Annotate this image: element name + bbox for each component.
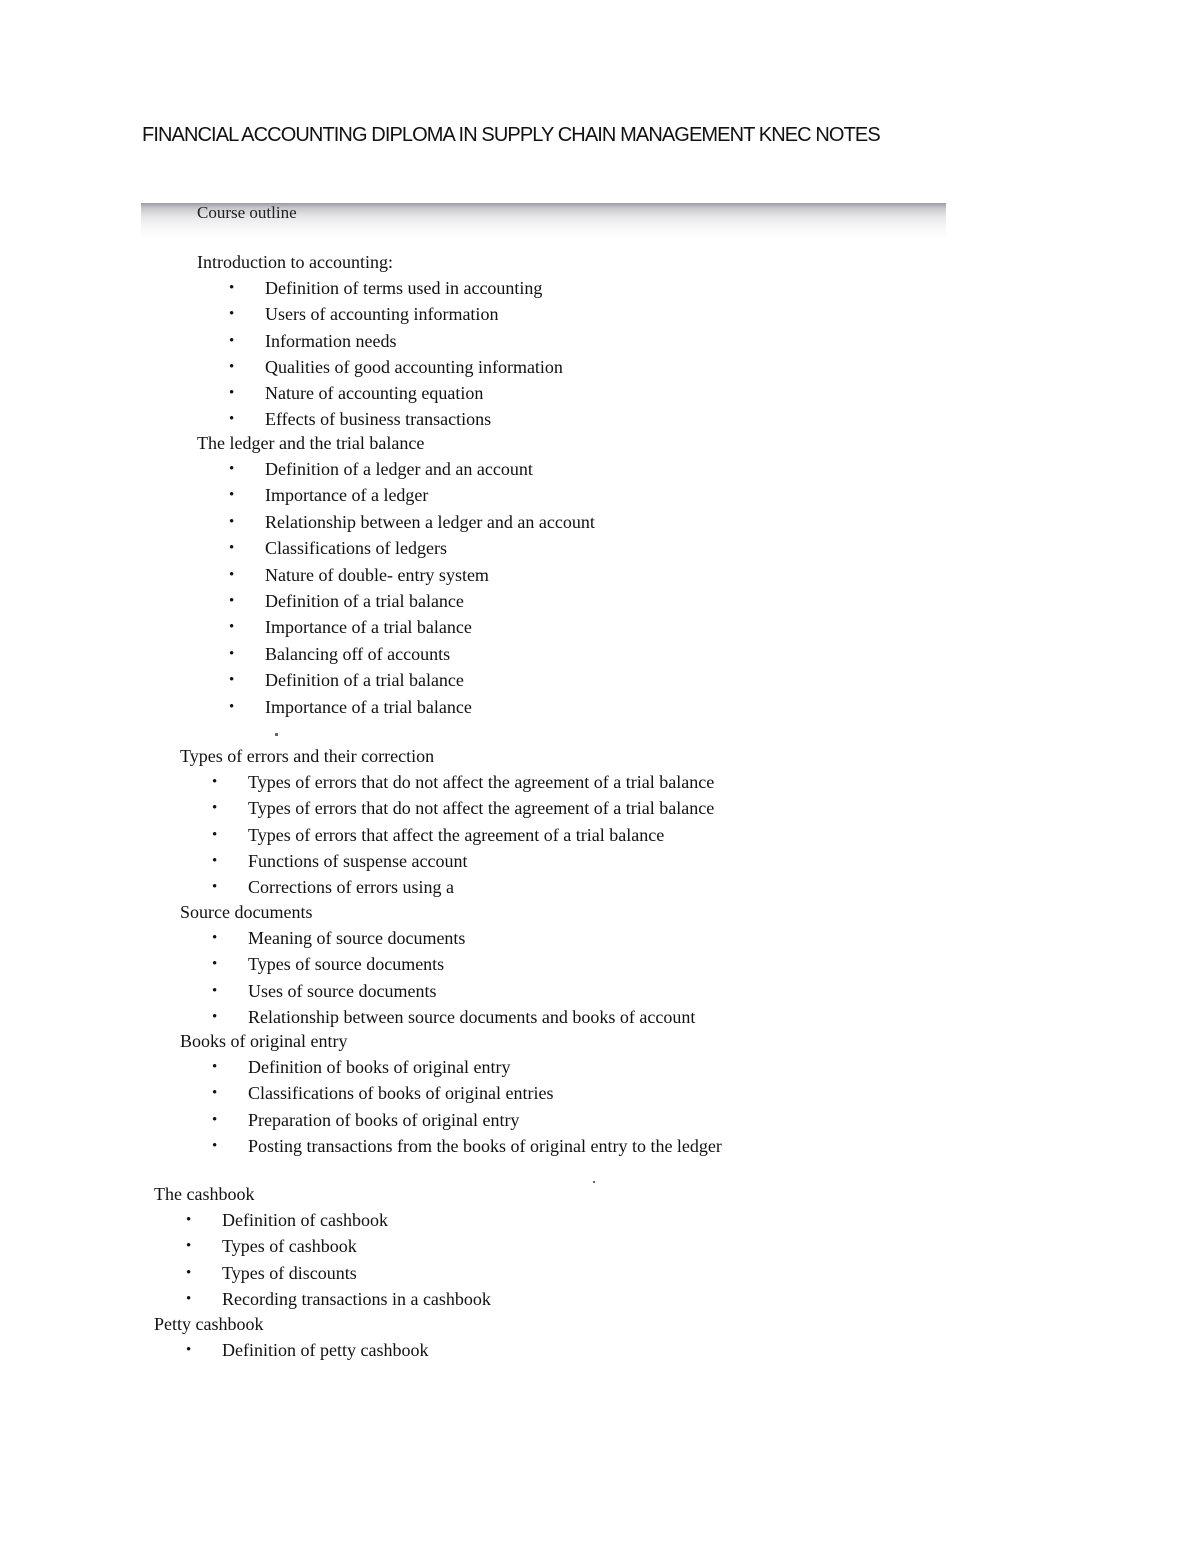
list-item-text: Corrections of errors using a (248, 877, 454, 898)
list-item-text: Qualities of good accounting information (265, 356, 563, 377)
list-item-text: Definition of petty cashbook (222, 1340, 429, 1360)
bullet-icon: • (212, 982, 218, 999)
list-item (197, 694, 595, 720)
section-the-cashbook (154, 1182, 491, 1312)
bullet-icon: • (229, 698, 235, 715)
list-item-text: Definition of books of original entry (248, 1057, 511, 1077)
bullet-icon: • (212, 774, 218, 790)
section-petty-cashbook (154, 1312, 428, 1363)
list-item-text: Definition of a trial balance (265, 590, 464, 611)
bullet-icon: • (229, 566, 235, 583)
list-item (180, 769, 714, 795)
list-item-text: Balancing off of accounts (265, 643, 451, 664)
list-item (180, 848, 714, 874)
bullet-icon: • (229, 385, 235, 402)
list-item (197, 614, 595, 640)
list-item (154, 1337, 428, 1363)
list-item (180, 822, 714, 848)
topic-list (197, 456, 595, 720)
list-item-text: Types of errors that do not affect the agreement of a trial balance (248, 798, 715, 819)
course-outline-label: Course outline (197, 203, 297, 222)
bullet-icon: • (212, 879, 218, 896)
topic-list (180, 925, 695, 1030)
topic-list (154, 1207, 491, 1312)
list-item-text: Relationship between source documents and books of account (248, 1006, 696, 1027)
list-item (197, 562, 595, 588)
list-item-text: Nature of accounting equation (265, 383, 484, 404)
list-item-text: Recording transactions in a cashbook (222, 1288, 491, 1309)
list-item (197, 406, 563, 432)
bullet-icon: • (212, 800, 218, 817)
list-item (180, 978, 695, 1004)
topic-list (180, 769, 714, 900)
section-heading: Books of original entry (180, 1031, 348, 1051)
list-item-text: Posting transactions from the books of original entry to the ledger (248, 1135, 722, 1156)
list-item-text: Definition of a ledger and an account (265, 459, 533, 479)
document-title: FINANCIAL ACCOUNTING DIPLOMA IN SUPPLY CHAIN MANAGEMENT KNEC NOTES (142, 124, 880, 146)
list-item (180, 1054, 722, 1080)
list-item (180, 874, 714, 900)
bullet-icon: • (212, 1137, 218, 1154)
section-heading: The ledger and the trial balance (197, 433, 425, 453)
topic-list (180, 1054, 722, 1159)
list-item-text: Classifications of ledgers (265, 538, 447, 559)
bullet-icon: • (229, 672, 235, 689)
list-item-text: Importance of a trial balance (265, 696, 472, 717)
list-item (197, 667, 595, 693)
list-item-text: Users of accounting information (265, 304, 499, 325)
list-item-text: Types of cashbook (222, 1236, 357, 1257)
list-item-text: Definition of terms used in accounting (265, 278, 543, 298)
list-item-text: Information needs (265, 330, 397, 351)
section-types-of-errors (180, 744, 714, 900)
list-item (197, 275, 563, 301)
bullet-icon: • (229, 332, 235, 349)
bullet-icon: • (212, 1085, 218, 1102)
list-item (197, 328, 563, 354)
bullet-icon: • (186, 1264, 192, 1281)
list-item-text: Importance of a trial balance (265, 617, 472, 638)
list-item-text: Uses of source documents (248, 980, 437, 1001)
list-item (154, 1260, 491, 1286)
list-item (197, 380, 563, 406)
list-item-text: Effects of business transactions (265, 409, 492, 430)
bullet-icon: • (229, 358, 235, 375)
bullet-icon: • (212, 956, 218, 973)
section-heading: The cashbook (154, 1184, 255, 1204)
bullet-icon: • (212, 1008, 218, 1025)
bullet-icon: • (229, 487, 235, 504)
section-heading: Source documents (180, 902, 313, 922)
list-item-text: Classifications of books of original entries (248, 1083, 554, 1104)
bullet-icon: • (186, 1238, 192, 1255)
bullet-icon: • (229, 461, 235, 477)
list-item-text: Types of source documents (248, 954, 445, 975)
bullet-icon: • (229, 540, 235, 557)
list-item-text: Nature of double- entry system (265, 564, 489, 585)
scan-artifact (275, 733, 278, 736)
bullet-icon: • (229, 513, 235, 530)
bullet-icon: • (186, 1342, 192, 1358)
bullet-icon: • (229, 619, 235, 636)
list-item (180, 951, 695, 977)
section-heading: Petty cashbook (154, 1314, 264, 1334)
list-item (180, 1107, 722, 1133)
list-item-text: Importance of a ledger (265, 485, 429, 506)
bullet-icon: • (212, 930, 218, 946)
list-item-text: Meaning of source documents (248, 928, 466, 948)
section-heading: Introduction to accounting: (197, 252, 393, 272)
list-item (197, 482, 595, 508)
bullet-icon: • (229, 592, 235, 609)
list-item-text: Relationship between a ledger and an account (265, 511, 595, 532)
list-item (154, 1207, 491, 1233)
list-item (154, 1286, 491, 1312)
list-item (197, 535, 595, 561)
list-item (180, 925, 695, 951)
section-books-of-original-entry (180, 1029, 722, 1159)
list-item-text: Types of discounts (222, 1262, 357, 1283)
topic-list (197, 275, 563, 433)
bullet-icon: • (186, 1212, 192, 1228)
list-item (197, 301, 563, 327)
list-item-text: Types of errors that affect the agreement of a trial balance (248, 824, 665, 845)
list-item (180, 1004, 695, 1030)
list-item (197, 509, 595, 535)
scan-artifact (593, 1181, 595, 1183)
list-item (180, 795, 714, 821)
section-introduction-to-accounting (197, 250, 563, 433)
list-item (197, 641, 595, 667)
list-item-text: Functions of suspense account (248, 850, 468, 871)
bullet-icon: • (212, 826, 218, 843)
list-item (154, 1233, 491, 1259)
list-item (180, 1080, 722, 1106)
list-item (180, 1133, 722, 1159)
bullet-icon: • (212, 1059, 218, 1075)
list-item-text: Definition of a trial balance (265, 670, 464, 691)
bullet-icon: • (186, 1290, 192, 1307)
list-item-text: Definition of cashbook (222, 1210, 388, 1230)
topic-list (154, 1337, 428, 1363)
bullet-icon: • (229, 306, 235, 323)
bullet-icon: • (229, 645, 235, 662)
section-source-documents (180, 900, 695, 1030)
bullet-icon: • (229, 280, 235, 296)
section-ledger-and-trial-balance (197, 431, 595, 720)
list-item (197, 354, 563, 380)
list-item-text: Types of errors that do not affect the agreement of a trial balance (248, 772, 715, 792)
list-item (197, 456, 595, 482)
section-heading: Types of errors and their correction (180, 746, 435, 766)
bullet-icon: • (212, 852, 218, 869)
bullet-icon: • (229, 411, 235, 428)
list-item-text: Preparation of books of original entry (248, 1109, 520, 1130)
bullet-icon: • (212, 1111, 218, 1128)
list-item (197, 588, 595, 614)
